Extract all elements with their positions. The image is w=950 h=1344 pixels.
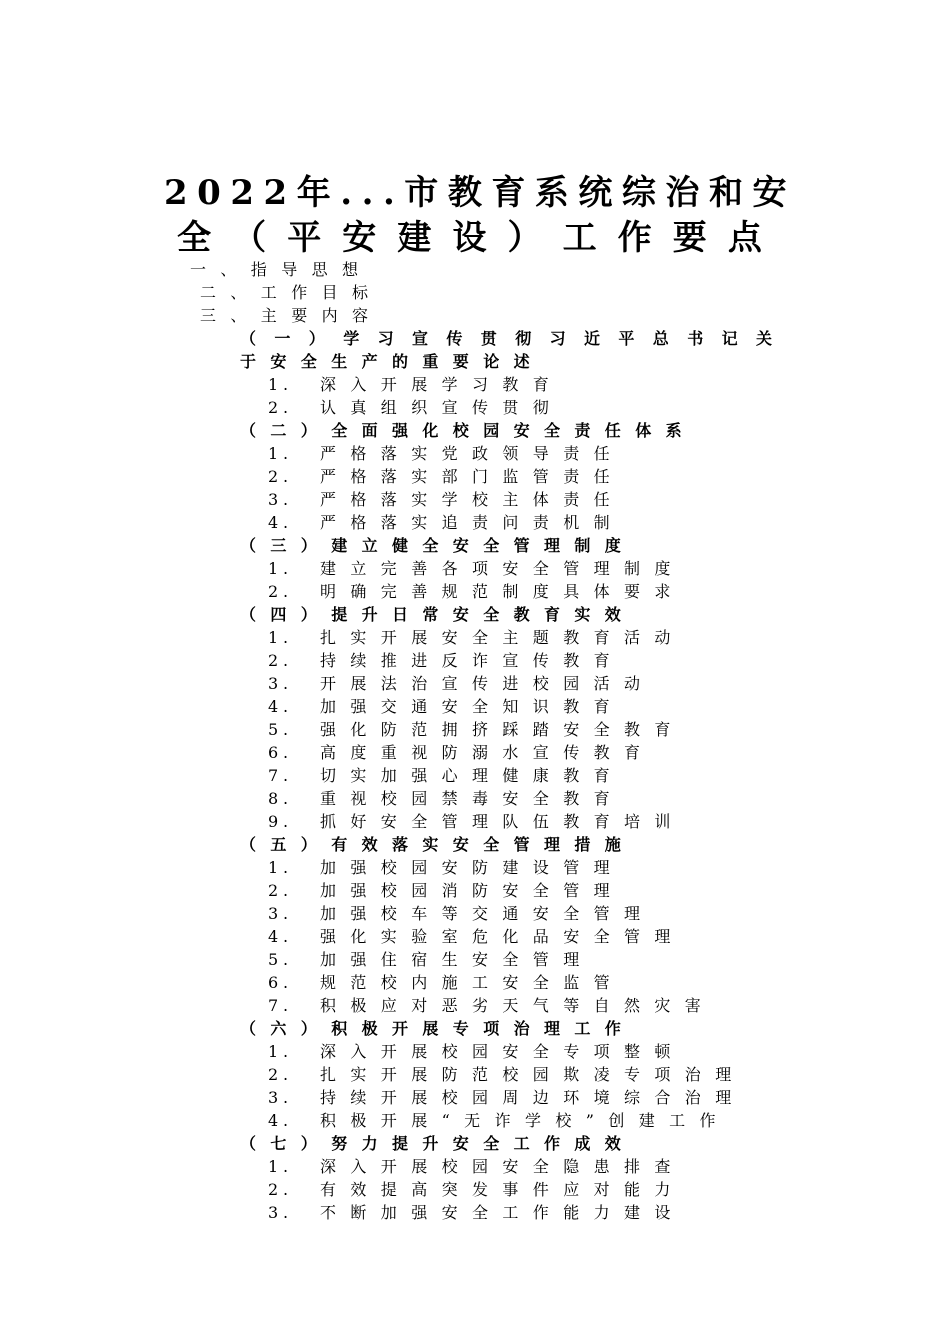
- item-text: 持续开展校园周边环境综合治理: [320, 1088, 746, 1107]
- item-text: 加强校园安防建设管理: [320, 858, 625, 877]
- item-number: 6.: [268, 743, 293, 762]
- list-item: [268, 582, 685, 602]
- document-title-line-2: 全（平安建设）工作要点: [177, 218, 783, 258]
- list-item: [268, 628, 685, 648]
- item-text: 积极开展“无诈学校”创建工作: [320, 1111, 730, 1130]
- list-item: [268, 743, 654, 763]
- item-text: 建立完善各项安全管理制度: [320, 559, 685, 578]
- item-number: 3.: [268, 674, 293, 693]
- item-text: 明确完善规范制度具体要求: [320, 582, 685, 601]
- list-item: [268, 973, 624, 993]
- list-item: [268, 1180, 685, 1200]
- item-number: 3.: [268, 904, 293, 923]
- item-number: 2.: [268, 881, 293, 900]
- item-text: 积极应对恶劣天气等自然灾害: [320, 996, 716, 1015]
- list-item: [268, 881, 624, 901]
- item-text: 有效提高突发事件应对能力: [320, 1180, 685, 1199]
- list-item: [268, 720, 685, 740]
- list-item: [268, 674, 654, 694]
- list-item: [268, 950, 594, 970]
- group-heading-4: （四）提升日常安全教育实效: [240, 605, 636, 624]
- item-number: 1.: [268, 375, 293, 394]
- list-item: [268, 1088, 746, 1108]
- list-item: [268, 559, 685, 579]
- item-text: 强化实验室危化品安全管理: [320, 927, 685, 946]
- item-text: 加强校车等交通安全管理: [320, 904, 655, 923]
- item-number: 8.: [268, 789, 293, 808]
- group-heading-6: （六）积极开展专项治理工作: [240, 1019, 636, 1038]
- list-item: [268, 766, 624, 786]
- item-text: 强化防范拥挤踩踏安全教育: [320, 720, 685, 739]
- item-text: 严格落实学校主体责任: [320, 490, 625, 509]
- group-heading-3: （三）建立健全安全管理制度: [240, 536, 636, 555]
- item-text: 抓好安全管理队伍教育培训: [320, 812, 685, 831]
- item-text: 高度重视防溺水宣传教育: [320, 743, 655, 762]
- item-number: 2.: [268, 582, 293, 601]
- item-number: 4.: [268, 513, 293, 532]
- list-item: [268, 927, 685, 947]
- item-number: 5.: [268, 950, 293, 969]
- item-number: 2.: [268, 1180, 293, 1199]
- list-item: [268, 490, 624, 510]
- list-item: [268, 996, 715, 1016]
- item-text: 加强交通安全知识教育: [320, 697, 625, 716]
- list-item: [268, 513, 624, 533]
- list-item: [268, 1065, 746, 1085]
- list-item: [268, 1111, 730, 1131]
- item-text: 持续推进反诈宣传教育: [320, 651, 625, 670]
- item-number: 2.: [268, 467, 293, 486]
- item-number: 1.: [268, 858, 293, 877]
- list-item: [268, 858, 624, 878]
- item-number: 4.: [268, 927, 293, 946]
- item-number: 7.: [268, 996, 293, 1015]
- list-item: [268, 444, 624, 464]
- item-text: 严格落实部门监管责任: [320, 467, 625, 486]
- item-number: 3.: [268, 1088, 293, 1107]
- item-text: 认真组织宣传贯彻: [320, 398, 564, 417]
- item-number: 2.: [268, 1065, 293, 1084]
- item-text: 切实加强心理健康教育: [320, 766, 625, 785]
- list-item: [268, 651, 624, 671]
- item-number: 6.: [268, 973, 293, 992]
- item-number: 7.: [268, 766, 293, 785]
- item-number: 1.: [268, 1042, 293, 1061]
- item-number: 2.: [268, 398, 293, 417]
- item-text: 深入开展校园安全专项整顿: [320, 1042, 685, 1061]
- item-text: 开展法治宣传进校园活动: [320, 674, 655, 693]
- item-number: 5.: [268, 720, 293, 739]
- item-number: 3.: [268, 490, 293, 509]
- document-title-line-1: 2022年...市教育系统综治和安: [164, 173, 796, 213]
- item-number: 3.: [268, 1203, 293, 1222]
- list-item: [268, 904, 654, 924]
- group-heading-5: （五）有效落实安全管理措施: [240, 835, 636, 854]
- item-text: 重视校园禁毒安全教育: [320, 789, 625, 808]
- item-number: 9.: [268, 812, 293, 831]
- item-text: 规范校内施工安全监管: [320, 973, 625, 992]
- section-heading-1: 一、指导思想: [190, 260, 373, 279]
- item-number: 4.: [268, 697, 293, 716]
- list-item: [268, 375, 563, 395]
- group-heading-7: （七）努力提升安全工作成效: [240, 1134, 636, 1153]
- list-item: [268, 812, 685, 832]
- item-text: 扎实开展防范校园欺凌专项治理: [320, 1065, 746, 1084]
- list-item: [268, 789, 624, 809]
- item-number: 1.: [268, 1157, 293, 1176]
- list-item: [268, 697, 624, 717]
- item-number: 1.: [268, 628, 293, 647]
- item-text: 深入开展学习教育: [320, 375, 564, 394]
- item-text: 加强校园消防安全管理: [320, 881, 625, 900]
- group-heading-1: （一）学习宣传贯彻习近平总书记关: [240, 329, 791, 348]
- item-number: 1.: [268, 444, 293, 463]
- item-text: 严格落实追责问责机制: [320, 513, 625, 532]
- item-number: 4.: [268, 1111, 293, 1130]
- section-heading-3: 三、主要内容: [200, 306, 383, 325]
- item-text: 严格落实党政领导责任: [320, 444, 625, 463]
- list-item: [268, 1157, 685, 1177]
- group-heading-1-cont: 于安全生产的重要论述: [240, 352, 545, 371]
- section-heading-2: 二、工作目标: [200, 283, 383, 302]
- item-text: 扎实开展安全主题教育活动: [320, 628, 685, 647]
- item-text: 加强住宿生安全管理: [320, 950, 594, 969]
- list-item: [268, 467, 624, 487]
- group-heading-2: （二）全面强化校园安全责任体系: [240, 421, 697, 440]
- item-number: 1.: [268, 559, 293, 578]
- item-text: 深入开展校园安全隐患排查: [320, 1157, 685, 1176]
- list-item: [268, 1042, 685, 1062]
- item-text: 不断加强安全工作能力建设: [320, 1203, 685, 1222]
- item-number: 2.: [268, 651, 293, 670]
- list-item: [268, 1203, 685, 1223]
- list-item: [268, 398, 563, 418]
